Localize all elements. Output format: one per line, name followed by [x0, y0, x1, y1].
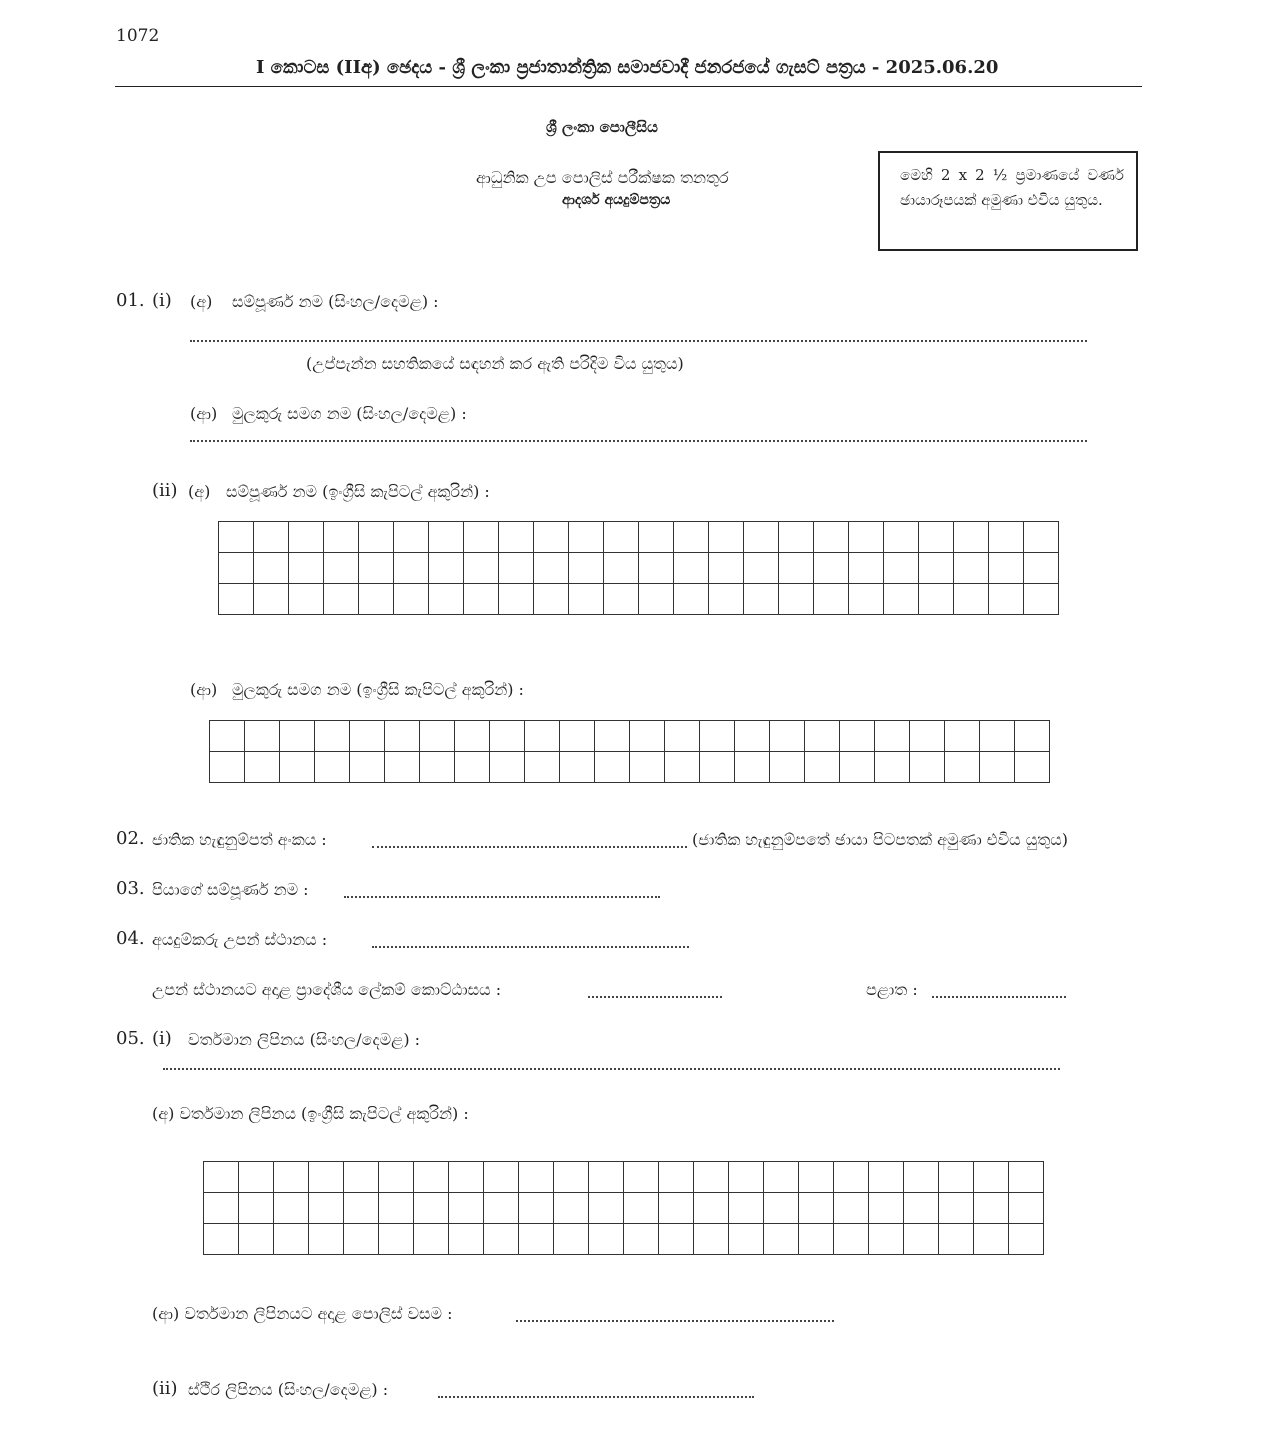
q05-current-address-english-label: (අ) වර්තමාන ලිපිනය (ඉංග්‍රීසි කැපිටල් අකුරින්) :	[152, 1104, 469, 1123]
character-box[interactable]	[324, 584, 359, 615]
character-box[interactable]	[630, 752, 665, 783]
character-box[interactable]	[814, 522, 849, 553]
character-box[interactable]	[700, 721, 735, 752]
character-box[interactable]	[534, 553, 569, 584]
q02-nic-label: ජාතික හැඳුනුම්පත් අංකය :	[152, 830, 327, 849]
character-box[interactable]	[394, 584, 429, 615]
character-box[interactable]	[840, 752, 875, 783]
q04-birthplace-label: අයදුම්කරු උපන් ස්ථානය :	[152, 930, 328, 949]
q04-ds-division-field[interactable]	[588, 996, 722, 998]
character-box[interactable]	[464, 522, 499, 553]
character-box[interactable]	[764, 1193, 799, 1224]
character-box[interactable]	[709, 584, 744, 615]
character-box[interactable]	[904, 1162, 939, 1193]
q02-number: 02.	[116, 828, 145, 849]
grid-row	[204, 1162, 1044, 1193]
character-box[interactable]	[919, 584, 954, 615]
character-box[interactable]	[239, 1193, 274, 1224]
character-box[interactable]	[309, 1193, 344, 1224]
character-box[interactable]	[884, 522, 919, 553]
character-box[interactable]	[324, 522, 359, 553]
character-box[interactable]	[1009, 1193, 1044, 1224]
character-box[interactable]	[414, 1224, 449, 1255]
character-box[interactable]	[534, 584, 569, 615]
character-box[interactable]	[315, 721, 350, 752]
character-box[interactable]	[834, 1224, 869, 1255]
character-box[interactable]	[744, 553, 779, 584]
character-box[interactable]	[694, 1224, 729, 1255]
character-box[interactable]	[709, 522, 744, 553]
q04-province-field[interactable]	[932, 996, 1066, 998]
character-box[interactable]	[569, 522, 604, 553]
character-box[interactable]	[519, 1162, 554, 1193]
q01-full-name-field[interactable]	[190, 340, 1087, 342]
character-box[interactable]	[1015, 752, 1050, 783]
q05-permanent-address-field[interactable]	[438, 1396, 754, 1398]
q01-initials-english-label: මුලකුරු සමග නම (ඉංග්‍රීසි කැපිටල් අකුරින්) :	[232, 680, 524, 699]
character-box[interactable]	[274, 1162, 309, 1193]
character-box[interactable]	[674, 584, 709, 615]
q02-nic-field[interactable]	[372, 846, 687, 848]
q03-father-name-label: පියාගේ සම්පූර්ණ නම :	[152, 880, 309, 899]
q01-part-i: (i)	[152, 290, 172, 311]
character-box[interactable]	[525, 721, 560, 752]
character-box[interactable]	[589, 1193, 624, 1224]
character-box[interactable]	[1024, 584, 1059, 615]
character-box[interactable]	[385, 752, 420, 783]
character-box[interactable]	[910, 752, 945, 783]
character-box[interactable]	[729, 1224, 764, 1255]
character-box[interactable]	[344, 1162, 379, 1193]
character-box[interactable]	[1015, 721, 1050, 752]
character-box[interactable]	[875, 752, 910, 783]
q01-full-name-label: සම්පූර්ණ නම (සිංහල/දෙමළ) :	[232, 292, 439, 311]
character-box[interactable]	[499, 553, 534, 584]
q01-initials-name-field[interactable]	[190, 440, 1087, 442]
character-box[interactable]	[245, 721, 280, 752]
character-box[interactable]	[455, 752, 490, 783]
character-box[interactable]	[834, 1162, 869, 1193]
character-box[interactable]	[429, 584, 464, 615]
character-box[interactable]	[309, 1224, 344, 1255]
q05-current-address-field[interactable]	[163, 1068, 1060, 1070]
grid-row	[219, 522, 1059, 553]
grid-row	[210, 721, 1050, 752]
character-box[interactable]	[974, 1162, 1009, 1193]
character-box[interactable]	[939, 1224, 974, 1255]
q01-ii-a-marker: (අ)	[188, 482, 211, 501]
character-box[interactable]	[665, 752, 700, 783]
character-box[interactable]	[779, 584, 814, 615]
character-box[interactable]	[840, 721, 875, 752]
character-box[interactable]	[770, 721, 805, 752]
character-box[interactable]	[414, 1193, 449, 1224]
character-box[interactable]	[904, 1224, 939, 1255]
character-box[interactable]	[814, 553, 849, 584]
character-box[interactable]	[429, 553, 464, 584]
character-box[interactable]	[659, 1162, 694, 1193]
character-box[interactable]	[744, 522, 779, 553]
q05-part-i: (i)	[152, 1028, 172, 1049]
character-box[interactable]	[455, 721, 490, 752]
character-box[interactable]	[344, 1224, 379, 1255]
character-box[interactable]	[289, 522, 324, 553]
character-box[interactable]	[219, 553, 254, 584]
character-box[interactable]	[254, 522, 289, 553]
character-box[interactable]	[939, 1162, 974, 1193]
gazette-header-title: I කොටස (IIඅ) ඡෙදය - ශ්‍රී ලංකා ප්‍රජාතාන්ත්‍රික සමාජවාදී ජනරජයේ ගැසට් පත්‍රය - 2025.06.20	[256, 57, 999, 78]
q01-part-ii: (ii)	[152, 480, 178, 501]
character-box[interactable]	[604, 522, 639, 553]
character-box[interactable]	[919, 522, 954, 553]
character-box[interactable]	[1009, 1224, 1044, 1255]
character-box[interactable]	[519, 1193, 554, 1224]
character-box[interactable]	[989, 584, 1024, 615]
q01-number: 01.	[116, 290, 145, 311]
character-box[interactable]	[385, 721, 420, 752]
character-box[interactable]	[799, 1193, 834, 1224]
character-box[interactable]	[499, 584, 534, 615]
character-box[interactable]	[814, 584, 849, 615]
character-box[interactable]	[945, 721, 980, 752]
character-box[interactable]	[219, 522, 254, 553]
character-box[interactable]	[869, 1224, 904, 1255]
character-box[interactable]	[1024, 522, 1059, 553]
character-box[interactable]	[429, 522, 464, 553]
character-box[interactable]	[394, 522, 429, 553]
q04-number: 04.	[116, 928, 145, 949]
character-box[interactable]	[359, 522, 394, 553]
character-box[interactable]	[659, 1193, 694, 1224]
grid-row	[219, 584, 1059, 615]
character-box[interactable]	[799, 1224, 834, 1255]
character-box[interactable]	[280, 721, 315, 752]
character-box[interactable]	[659, 1224, 694, 1255]
character-box[interactable]	[665, 721, 700, 752]
character-box[interactable]	[589, 1224, 624, 1255]
character-box[interactable]	[344, 1193, 379, 1224]
character-box[interactable]	[595, 752, 630, 783]
character-box[interactable]	[484, 1193, 519, 1224]
character-box[interactable]	[350, 752, 385, 783]
character-box[interactable]	[974, 1193, 1009, 1224]
full-name-english-grid[interactable]	[218, 521, 1059, 615]
character-box[interactable]	[954, 553, 989, 584]
grid-row	[210, 752, 1050, 783]
character-box[interactable]	[420, 752, 455, 783]
character-box[interactable]	[464, 584, 499, 615]
q02-nic-copy-note: (ජාතික හැඳුනුම්පතේ ඡායා පිටපතක් අමුණා එවිය යුතුය)	[692, 830, 1068, 849]
character-box[interactable]	[805, 721, 840, 752]
character-box[interactable]	[414, 1162, 449, 1193]
character-box[interactable]	[604, 553, 639, 584]
character-box[interactable]	[869, 1162, 904, 1193]
character-box[interactable]	[309, 1162, 344, 1193]
q01-full-name-english-label: සම්පූර්ණ නම (ඉංග්‍රීසි කැපිටල් අකුරින්) :	[226, 482, 490, 501]
character-box[interactable]	[484, 1162, 519, 1193]
q01-ii-aa-marker: (ආ)	[190, 680, 218, 699]
character-box[interactable]	[554, 1162, 589, 1193]
character-box[interactable]	[254, 584, 289, 615]
character-box[interactable]	[519, 1224, 554, 1255]
character-box[interactable]	[289, 584, 324, 615]
character-box[interactable]	[989, 522, 1024, 553]
character-box[interactable]	[1024, 553, 1059, 584]
character-box[interactable]	[525, 752, 560, 783]
page-number: 1072	[116, 26, 160, 46]
post-title: ආධුනික උප පොලිස් පරීක්ෂක තනතුර	[476, 168, 729, 187]
character-box[interactable]	[910, 721, 945, 752]
character-box[interactable]	[980, 752, 1015, 783]
character-box[interactable]	[779, 553, 814, 584]
character-box[interactable]	[954, 584, 989, 615]
character-box[interactable]	[884, 553, 919, 584]
q03-father-name-field[interactable]	[344, 896, 660, 898]
character-box[interactable]	[280, 752, 315, 783]
character-box[interactable]	[484, 1224, 519, 1255]
character-box[interactable]	[420, 721, 455, 752]
character-box[interactable]	[359, 584, 394, 615]
q05-police-division-field[interactable]	[516, 1320, 834, 1322]
character-box[interactable]	[709, 553, 744, 584]
q01-a-marker: (අ)	[190, 292, 213, 311]
character-box[interactable]	[630, 721, 665, 752]
character-box[interactable]	[569, 584, 604, 615]
character-box[interactable]	[735, 752, 770, 783]
character-box[interactable]	[849, 522, 884, 553]
q04-province-label: පළාත :	[866, 980, 918, 999]
character-box[interactable]	[875, 721, 910, 752]
character-box[interactable]	[849, 553, 884, 584]
character-box[interactable]	[554, 1224, 589, 1255]
character-box[interactable]	[639, 584, 674, 615]
current-address-english-grid[interactable]	[203, 1161, 1044, 1255]
character-box[interactable]	[560, 721, 595, 752]
q01-birth-certificate-note: (උප්පැන්න සහතිකයේ සඳහන් කර ඇති පරිදිම විය යුතුය)	[306, 354, 684, 373]
character-box[interactable]	[779, 522, 814, 553]
character-box[interactable]	[674, 553, 709, 584]
q01-aa-marker: (ආ)	[190, 404, 218, 423]
character-box[interactable]	[490, 721, 525, 752]
character-box[interactable]	[379, 1162, 414, 1193]
character-box[interactable]	[624, 1224, 659, 1255]
character-box[interactable]	[954, 522, 989, 553]
character-box[interactable]	[945, 752, 980, 783]
character-box[interactable]	[490, 752, 525, 783]
q05-permanent-address-label: ස්ථිර ලිපිනය (සිංහල/දෙමළ) :	[188, 1380, 389, 1399]
character-box[interactable]	[560, 752, 595, 783]
character-box[interactable]	[350, 721, 385, 752]
character-box[interactable]	[204, 1193, 239, 1224]
character-box[interactable]	[449, 1224, 484, 1255]
q03-number: 03.	[116, 878, 145, 899]
grid-row	[204, 1224, 1044, 1255]
character-box[interactable]	[834, 1193, 869, 1224]
character-box[interactable]	[274, 1224, 309, 1255]
grid-row	[219, 553, 1059, 584]
character-box[interactable]	[449, 1162, 484, 1193]
character-box[interactable]	[394, 553, 429, 584]
q04-birthplace-field[interactable]	[372, 946, 689, 948]
character-box[interactable]	[204, 1224, 239, 1255]
character-box[interactable]	[589, 1162, 624, 1193]
character-box[interactable]	[554, 1193, 589, 1224]
character-box[interactable]	[239, 1162, 274, 1193]
character-box[interactable]	[639, 522, 674, 553]
character-box[interactable]	[239, 1224, 274, 1255]
initials-name-english-grid[interactable]	[209, 720, 1050, 783]
character-box[interactable]	[764, 1162, 799, 1193]
character-box[interactable]	[974, 1224, 1009, 1255]
q05-part-ii: (ii)	[152, 1378, 178, 1399]
character-box[interactable]	[700, 752, 735, 783]
q05-current-address-label: වර්තමාන ලිපිනය (සිංහල/දෙමළ) :	[188, 1030, 421, 1049]
grid-row	[204, 1193, 1044, 1224]
character-box[interactable]	[219, 584, 254, 615]
character-box[interactable]	[744, 584, 779, 615]
character-box[interactable]	[624, 1193, 659, 1224]
character-box[interactable]	[359, 553, 394, 584]
character-box[interactable]	[210, 752, 245, 783]
character-box[interactable]	[1009, 1162, 1044, 1193]
header-divider	[115, 86, 1142, 87]
character-box[interactable]	[939, 1193, 974, 1224]
character-box[interactable]	[499, 522, 534, 553]
character-box[interactable]	[849, 584, 884, 615]
character-box[interactable]	[989, 553, 1024, 584]
character-box[interactable]	[204, 1162, 239, 1193]
character-box[interactable]	[315, 752, 350, 783]
q04-ds-division-label: උපන් ස්ථානයට අදාළ ප්‍රාදේශීය ලේකම් කොට්ඨාසය :	[152, 980, 502, 999]
character-box[interactable]	[770, 752, 805, 783]
character-box[interactable]	[379, 1193, 414, 1224]
q05-number: 05.	[116, 1028, 145, 1049]
organization-name: ශ්‍රී ලංකා පොලීසිය	[546, 118, 658, 136]
character-box[interactable]	[534, 522, 569, 553]
character-box[interactable]	[595, 721, 630, 752]
character-box[interactable]	[624, 1162, 659, 1193]
form-title: ආදර්ශ අයදුම්පත්‍රය	[562, 192, 671, 208]
character-box[interactable]	[735, 721, 770, 752]
character-box[interactable]	[569, 553, 604, 584]
character-box[interactable]	[449, 1193, 484, 1224]
character-box[interactable]	[729, 1162, 764, 1193]
q01-initials-name-label: මුලකුරු සමග නම (සිංහල/දෙමළ) :	[232, 404, 467, 423]
character-box[interactable]	[799, 1162, 834, 1193]
character-box[interactable]	[694, 1193, 729, 1224]
character-box[interactable]	[694, 1162, 729, 1193]
character-box[interactable]	[245, 752, 280, 783]
photo-box	[878, 151, 1138, 251]
character-box[interactable]	[674, 522, 709, 553]
character-box[interactable]	[464, 553, 499, 584]
q05-police-division-label: (ආ) වර්තමාන ලිපිනයට අදාළ පොලිස් වසම :	[152, 1304, 453, 1323]
character-box[interactable]	[324, 553, 359, 584]
character-box[interactable]	[884, 584, 919, 615]
character-box[interactable]	[254, 553, 289, 584]
character-box[interactable]	[639, 553, 674, 584]
character-box[interactable]	[729, 1193, 764, 1224]
photo-box-instruction: මෙහි 2 x 2 ½ ප්‍රමාණයේ වර්ණ ඡායාරූපයක් අමුණා එවිය යුතුය.	[900, 166, 1124, 209]
character-box[interactable]	[919, 553, 954, 584]
character-box[interactable]	[289, 553, 324, 584]
character-box[interactable]	[805, 752, 840, 783]
character-box[interactable]	[604, 584, 639, 615]
character-box[interactable]	[210, 721, 245, 752]
character-box[interactable]	[980, 721, 1015, 752]
character-box[interactable]	[274, 1193, 309, 1224]
character-box[interactable]	[379, 1224, 414, 1255]
character-box[interactable]	[869, 1193, 904, 1224]
character-box[interactable]	[904, 1193, 939, 1224]
character-box[interactable]	[764, 1224, 799, 1255]
